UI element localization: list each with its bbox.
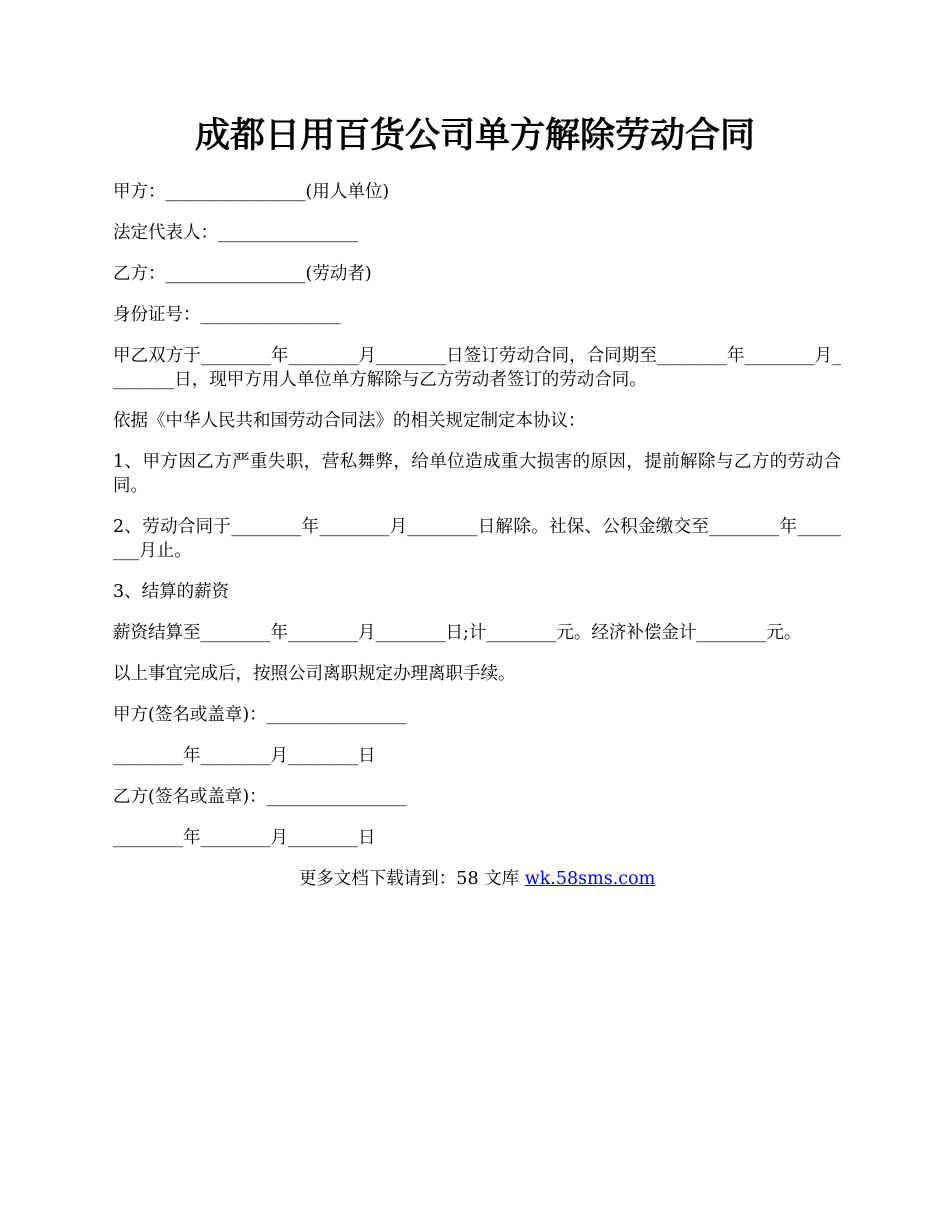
footer-text: 更多文档下载请到：58 文库 bbox=[298, 869, 525, 889]
legal-basis-paragraph: 依据《中华人民共和国劳动合同法》的相关规定制定本协议： bbox=[113, 411, 586, 431]
document-body bbox=[113, 180, 841, 891]
party-b-line: 乙方：________________(劳动者) bbox=[113, 264, 372, 284]
party-b-signature-line: 乙方(签名或盖章)：________________ bbox=[113, 787, 407, 807]
document-title: 成都日用百货公司单方解除劳动合同 bbox=[194, 115, 755, 156]
clause-3: 3、结算的薪资 bbox=[113, 582, 230, 602]
id-number-line: 身份证号：________________ bbox=[113, 305, 341, 325]
party-b-date-line: ________年________月________日 bbox=[113, 828, 376, 848]
clause-1: 1、甲方因乙方严重失职，营私舞弊，给单位造成重大损害的原因，提前解除与乙方的劳动合同。 bbox=[113, 452, 841, 496]
footer bbox=[113, 867, 841, 891]
party-a-date-line: ________年________月________日 bbox=[113, 746, 376, 766]
contract-dates-paragraph: 甲乙双方于________年________月________日签订劳动合同，合同期至________年________月________日，现甲方用人单位单方解除与乙方劳动者签订的劳动合同。 bbox=[113, 346, 841, 390]
procedure-paragraph: 以上事宜完成后，按照公司离职规定办理离职手续。 bbox=[113, 664, 516, 684]
party-a-signature-line: 甲方(签名或盖章)：________________ bbox=[113, 705, 407, 725]
salary-settlement-paragraph: 薪资结算至________年________月________日;计________元。经济补偿金计________元。 bbox=[113, 623, 802, 643]
legal-representative-line: 法定代表人：________________ bbox=[113, 223, 358, 243]
footer-link[interactable]: wk.58sms.com bbox=[524, 869, 656, 889]
clause-2: 2、劳动合同于________年________月________日解除。社保、公积金缴交至________年________月止。 bbox=[113, 517, 841, 561]
party-a-line: 甲方：________________(用人单位) bbox=[113, 182, 390, 202]
